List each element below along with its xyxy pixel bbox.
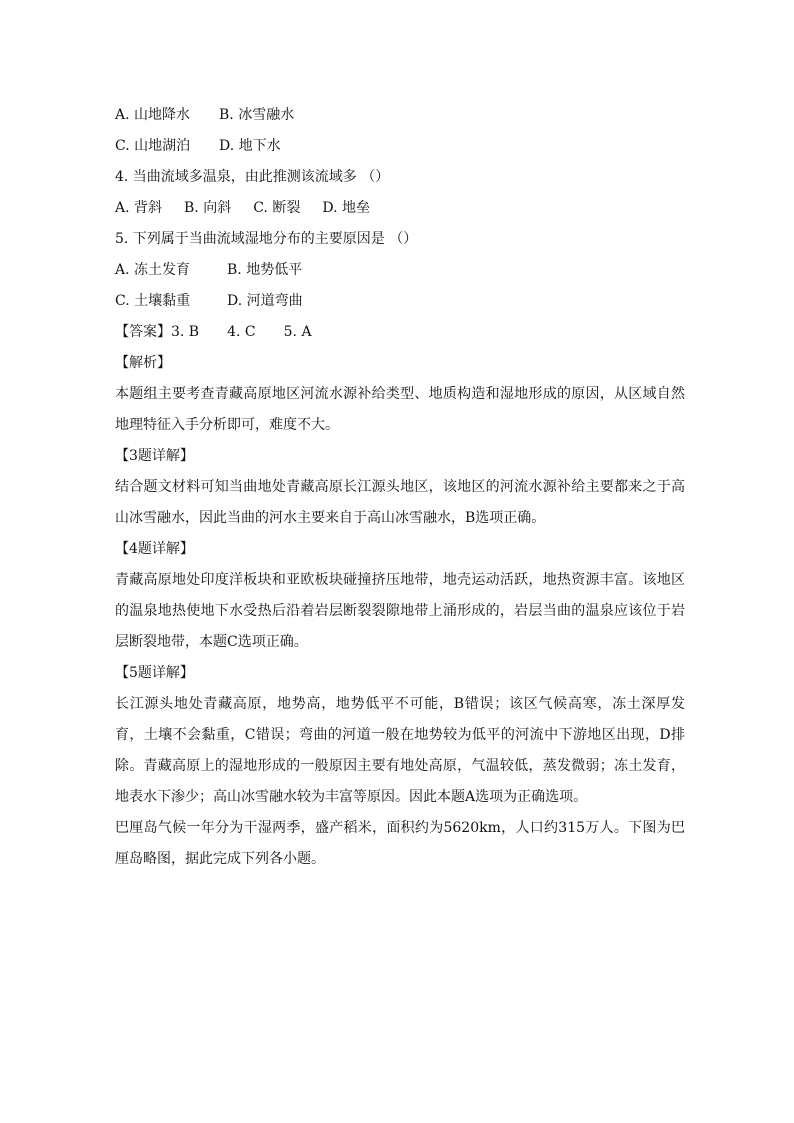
q2-options-row-1 (115, 100, 685, 131)
answer-5: 5. A (283, 324, 312, 340)
detail-4-text: 青藏高原地处印度洋板块和亚欧板块碰撞挤压地带，地壳运动活跃，地热资源丰富。该地区的温泉地热使地下水受热后沿着岩层断裂裂隙地带上涌形成的，岩层当曲的温泉应该位于岩层断裂地带，本题C选项正确。 (115, 572, 685, 650)
q5-option-d: D. 河道弯曲 (227, 293, 303, 309)
q5-option-a: A. 冻土发育 (115, 262, 191, 278)
answer-3: 3. B (171, 324, 200, 340)
question-5-stem: 5. 下列属于当曲流域湿地分布的主要原因是 （） (115, 231, 418, 247)
question-4-options (115, 193, 685, 224)
answer-4: 4. C (227, 324, 256, 340)
option-a: A. 山地降水 (115, 107, 191, 123)
question-4-stem: 4. 当曲流域多温泉，由此推测该流域多 （） (115, 169, 390, 185)
detail-3-heading: 【3题详解】 (115, 448, 194, 464)
option-c: C. 山地湖泊 (115, 138, 191, 154)
option-b: B. 冰雪融水 (219, 107, 295, 123)
detail-5-heading: 【5题详解】 (115, 665, 194, 681)
question-5-options-row-1 (115, 255, 685, 286)
detail-5-text: 长江源头地处青藏高原，地势高，地势低平不可能，B错误；该区气候高寒，冻土深厚发育，土壤不会黏重，C错误；弯曲的河道一般在地势较为低平的河流中下游地区出现，D排除。青藏高原上的湿地形成的一般原因主要有地处高原，气温较低，蒸发微弱；冻土发育，地表水下渗少；高山冰雪融水较为丰富等原因。因此本题A选项为正确选项。 (115, 696, 685, 805)
q4-option-b: B. 向斜 (184, 200, 232, 216)
q5-option-c: C. 土壤黏重 (115, 293, 191, 309)
answer-label: 【答案】 (115, 324, 171, 340)
q2-options-row-2 (115, 131, 685, 162)
document-page (115, 100, 685, 875)
q4-option-a: A. 背斜 (115, 200, 163, 216)
answer-row (115, 317, 685, 348)
question-5-options-row-2 (115, 286, 685, 317)
bali-intro-text: 巴厘岛气候一年分为干湿两季，盛产稻米，面积约为5620km，人口约315万人。下图为巴厘岛略图，据此完成下列各小题。 (115, 820, 685, 867)
option-d: D. 地下水 (219, 138, 281, 154)
q4-option-c: C. 断裂 (253, 200, 301, 216)
analysis-text: 本题组主要考查青藏高原地区河流水源补给类型、地质构造和湿地形成的原因，从区域自然地理特征入手分析即可，难度不大。 (115, 386, 685, 433)
detail-4-heading: 【4题详解】 (115, 541, 194, 557)
analysis-heading: 【解析】 (115, 355, 171, 371)
detail-3-text: 结合题文材料可知当曲地处青藏高原长江源头地区，该地区的河流水源补给主要都来之于高山冰雪融水，因此当曲的河水主要来自于高山冰雪融水，B选项正确。 (115, 479, 685, 526)
q5-option-b: B. 地势低平 (227, 262, 303, 278)
q4-option-d: D. 地垒 (322, 200, 370, 216)
